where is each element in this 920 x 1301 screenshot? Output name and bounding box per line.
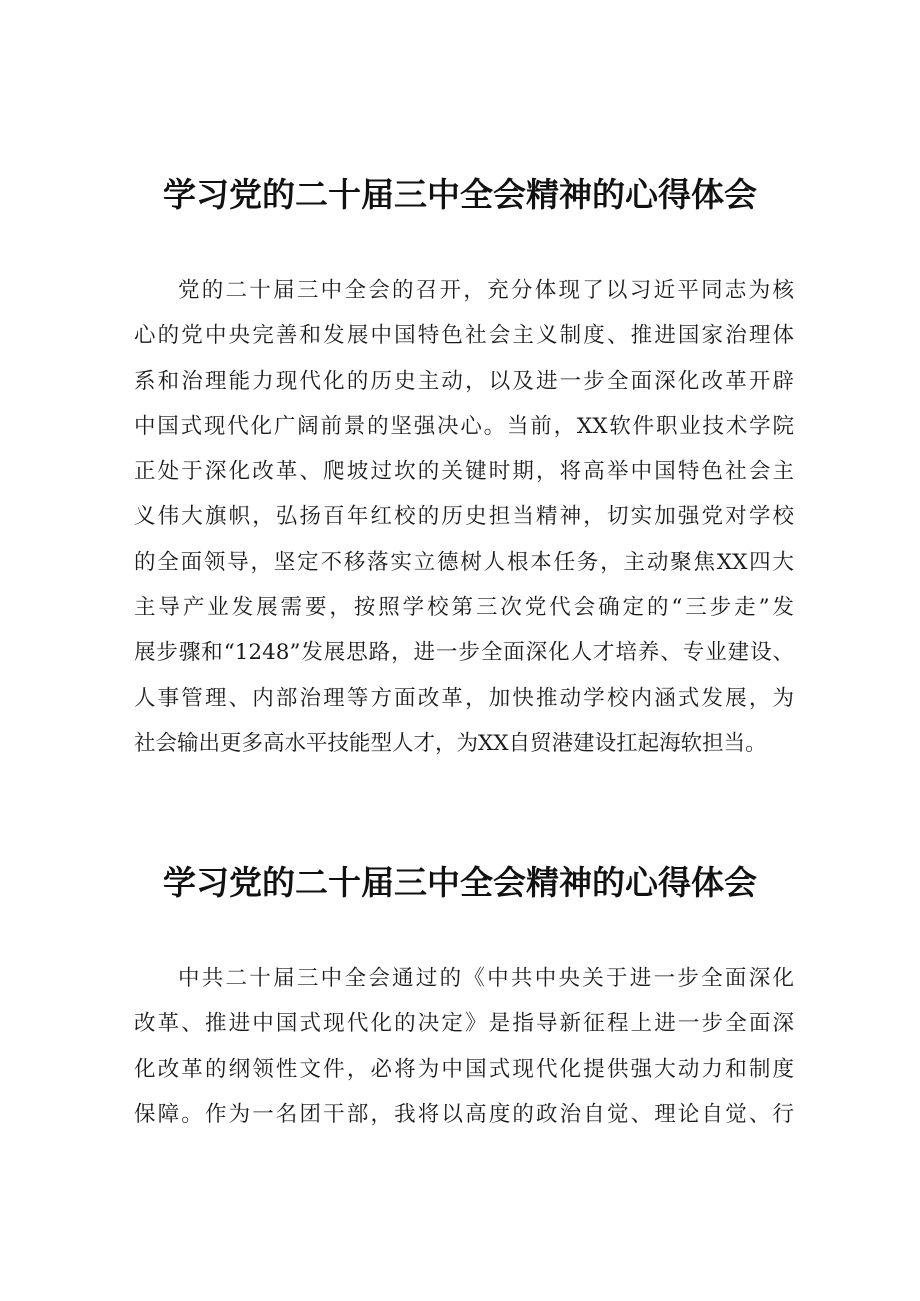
paragraph-line: 改革、推进中国式现代化的决定》是指导新征程上进一步全面深 (134, 1011, 794, 1037)
paragraph-line: 的全面领导，坚定不移落实立德树人根本任务，主动聚焦XX四大 (134, 549, 794, 575)
section-1-title: 学习党的二十届三中全会精神的心得体会 (163, 175, 757, 214)
paragraph-line: 保障。作为一名团干部，我将以高度的政治自觉、理论自觉、行 (134, 1101, 794, 1127)
paragraph-line: 心的党中央完善和发展中国特色社会主义制度、推进国家治理体 (134, 323, 794, 349)
paragraph-line: 党的二十届三中全会的召开，充分体现了以习近平同志为核 (178, 278, 794, 303)
section-2-paragraph (134, 956, 794, 1137)
paragraph-line: 中共二十届三中全会通过的《中共中央关于进一步全面深化 (178, 966, 794, 991)
paragraph-line: 系和治理能力现代化的历史主动，以及进一步全面深化改革开辟 (134, 368, 794, 394)
paragraph-line: 社会输出更多高水平技能型人才，为XX自贸港建设扛起海软担当。 (134, 730, 767, 756)
paragraph-line: 中国式现代化广阔前景的坚强决心。当前，XX软件职业技术学院 (134, 413, 794, 439)
paragraph-line: 化改革的纲领性文件，必将为中国式现代化提供强大动力和制度 (134, 1056, 794, 1082)
paragraph-line: 正处于深化改革、爬坡过坎的关键时期，将高举中国特色社会主 (134, 459, 794, 485)
paragraph-line: 人事管理、内部治理等方面改革，加快推动学校内涵式发展，为 (134, 685, 794, 711)
paragraph-line: 义伟大旗帜，弘扬百年红校的历史担当精神，切实加强党对学校 (134, 504, 794, 530)
paragraph-line: 展步骤和“1248”发展思路，进一步全面深化人才培养、专业建设、 (134, 640, 794, 666)
section-2-title: 学习党的二十届三中全会精神的心得体会 (163, 863, 757, 902)
paragraph-line: 主导产业发展需要，按照学校第三次党代会确定的“三步走”发 (134, 595, 794, 621)
section-1-paragraph (134, 268, 794, 766)
